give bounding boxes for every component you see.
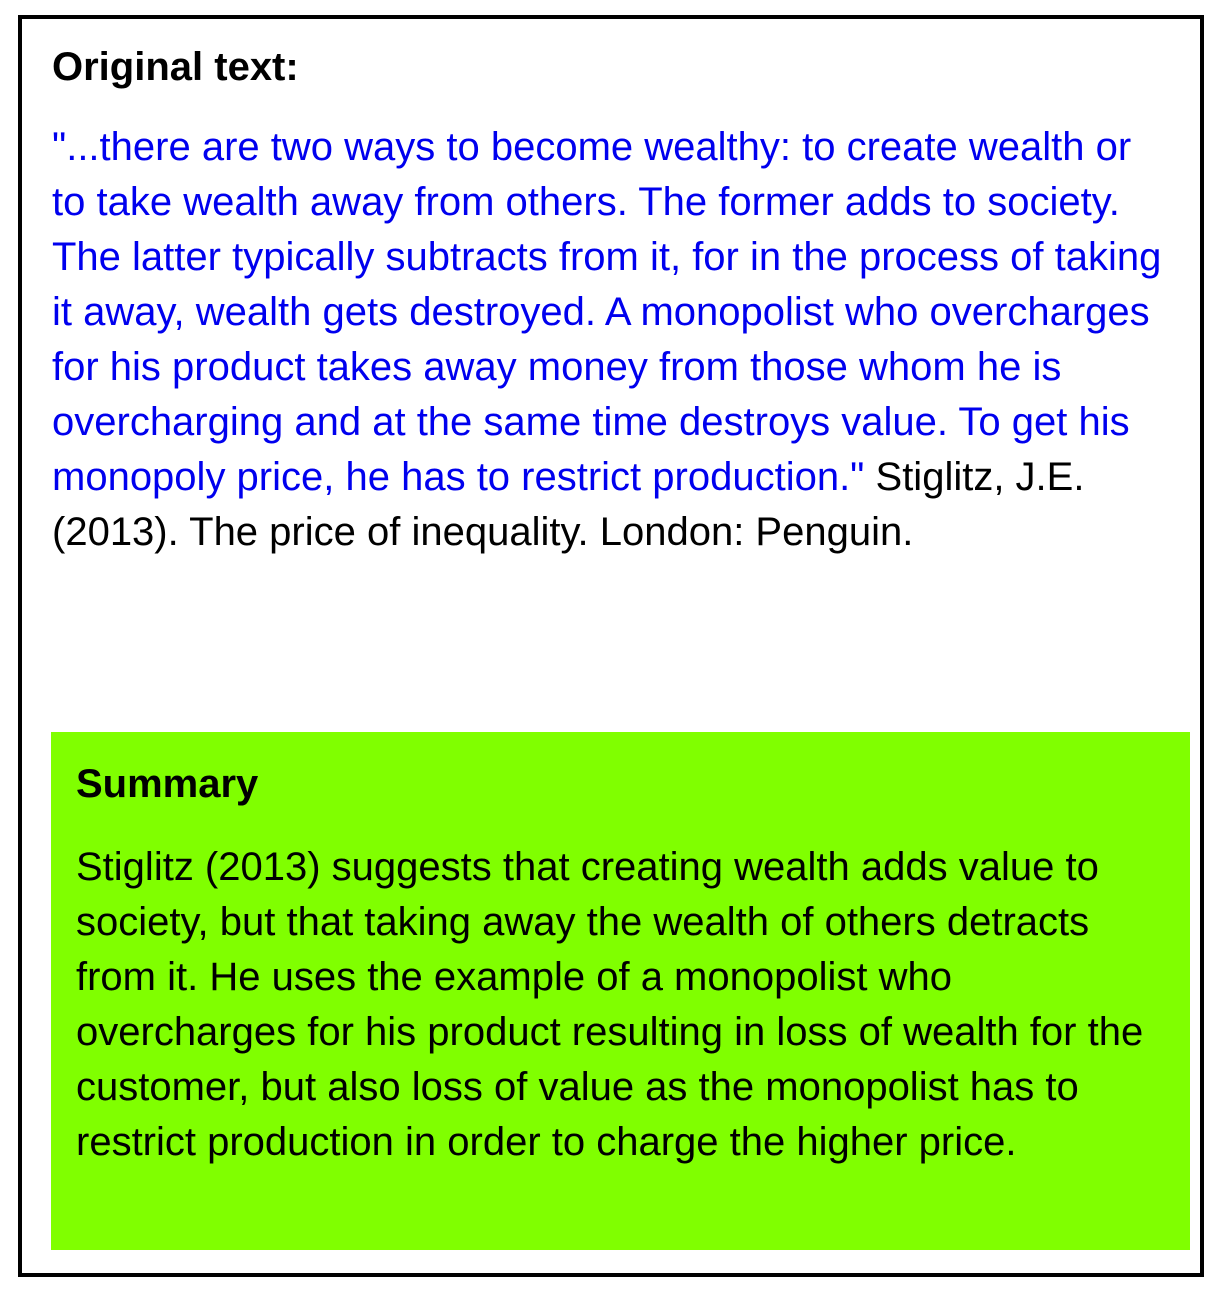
quoted-passage: "...there are two ways to become wealthy: to create wealth or to take wealth away from others. The former adds to society. The latter typically subtracts from it, for in the process of taking it away, wealth gets destroyed. A monopolist who overcharges for his product takes away money from those whom he is overcharging and at the same time destroys value. To get his monopoly price, he has to restrict production."	[52, 125, 1162, 499]
original-text-passage	[52, 120, 1172, 560]
original-text-heading: Original text:	[52, 45, 299, 89]
summary-heading: Summary	[76, 762, 259, 806]
summary-box	[51, 732, 1190, 1250]
content-frame	[18, 15, 1204, 1277]
citation: Stiglitz, J.E. (2013). The price of inequality. London: Penguin.	[52, 455, 1085, 554]
summary-text: Stiglitz (2013) suggests that creating wealth adds value to society, but that taking away the wealth of others detracts from it. He uses the example of a monopolist who overcharges for his product resulting in loss of wealth for the customer, but also loss of value as the monopolist has to restrict production in order to charge the higher price.	[76, 845, 1144, 1164]
